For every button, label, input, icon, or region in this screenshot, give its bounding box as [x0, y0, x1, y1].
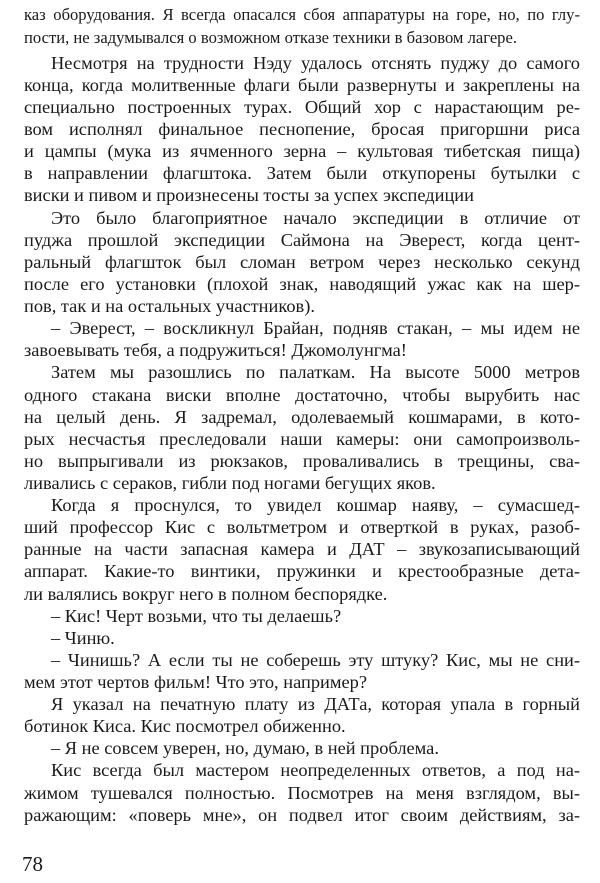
text-line-24: ший профессор Кис с вольтметром и отверткой в руках, разоб-	[24, 517, 580, 537]
text-line-27: ли валялись вокруг него в полном беспорядке.	[24, 584, 388, 604]
page-number: 78	[22, 852, 43, 876]
text-line-26: аппарат. Какие-то винтики, пружинки и крестообразные дета-	[24, 561, 580, 581]
text-line-13: после его установки (плохой знак, наводящий ужас как на шер-	[24, 274, 580, 294]
text-line-10: Это было благоприятное начало экспедиции в отличие от	[51, 208, 580, 228]
text-line-15: – Эверест, – воскликнул Брайан, подняв стакан, – мы идем не	[51, 318, 580, 338]
text-line-16: завоевывать тебя, а подружиться! Джомолунгма!	[24, 340, 407, 360]
text-line-6: вом исполнял финальное песнопение, бросая пригоршни риса	[24, 119, 580, 139]
text-line-23: Когда я проснулся, то увидел кошмар наяву, – сумасшед-	[51, 495, 580, 515]
text-line-14: пов, так и на остальных участников).	[24, 296, 315, 316]
text-line-33: ботинок Киса. Кис посмотрел обиженно.	[24, 716, 346, 736]
text-line-28: – Кис! Черт возьми, что ты делаешь?	[51, 606, 342, 626]
text-line-12: ральный флагшток был сломан ветром через несколько секунд	[24, 252, 580, 272]
text-line-35: Кис всегда был мастером неопределенных ответов, а под на-	[51, 760, 580, 780]
text-line-17: Затем мы разошлись по палаткам. На высоте 5000 метров	[51, 362, 580, 382]
text-line-4: конца, когда молитвенные флаги были развернуты и закреплены на	[24, 75, 580, 95]
text-line-22: ливались с сераков, гибли под ногами бегущих яков.	[24, 473, 436, 493]
text-line-31: мем этот чертов фильм! Что это, например?	[24, 672, 368, 692]
text-line-2: пости, не задумывался о возможном отказе техники в базовом лагере.	[24, 28, 517, 47]
text-line-3: Несмотря на трудности Нэду удалось отснять пуджу до самого	[51, 53, 580, 73]
text-line-9: виски и пивом и произнесены тосты за успех экспедиции	[24, 185, 474, 205]
text-line-21: но выпрыгивали из рюкзаков, проваливались в трещины, сва-	[24, 451, 580, 471]
text-line-37: ражающим: «поверь мне», он подвел итог своим действиям, за-	[24, 805, 580, 825]
text-line-30: – Чинишь? А если ты не соберешь эту штуку? Кис, мы не сни-	[51, 650, 580, 670]
text-line-7: и цампы (мука из ячменного зерна – культовая тибетская пища)	[24, 141, 580, 161]
text-line-19: на целый день. Я задремал, одолеваемый кошмарами, в кото-	[24, 407, 580, 427]
text-line-1: каз оборудования. Я всегда опасался сбоя аппаратуры на горе, но, по глу-	[24, 5, 580, 24]
text-line-11: пуджа прошлой экспедиции Саймона на Эверест, когда цент-	[24, 230, 580, 250]
text-line-18: одного стакана виски вполне достаточно, чтобы вырубить нас	[24, 385, 580, 405]
text-line-29: – Чиню.	[51, 628, 115, 648]
text-line-34: – Я не совсем уверен, но, думаю, в ней проблема.	[51, 738, 439, 758]
text-line-8: в направлении флагштока. Затем были откупорены бутылки с	[24, 163, 580, 183]
text-line-36: жимом тушевался полностью. Посмотрев на меня взглядом, вы-	[24, 783, 580, 803]
text-line-20: рых несчастья преследовали наши камеры: они самопроизволь-	[24, 429, 580, 449]
text-line-32: Я указал на печатную плату из ДАТа, которая упала в горный	[51, 694, 580, 714]
text-line-5: специально построенных турах. Общий хор с нарастающим ре-	[24, 97, 580, 117]
text-line-25: ранные на части запасная камера и ДАТ – звукозаписывающий	[24, 539, 580, 559]
